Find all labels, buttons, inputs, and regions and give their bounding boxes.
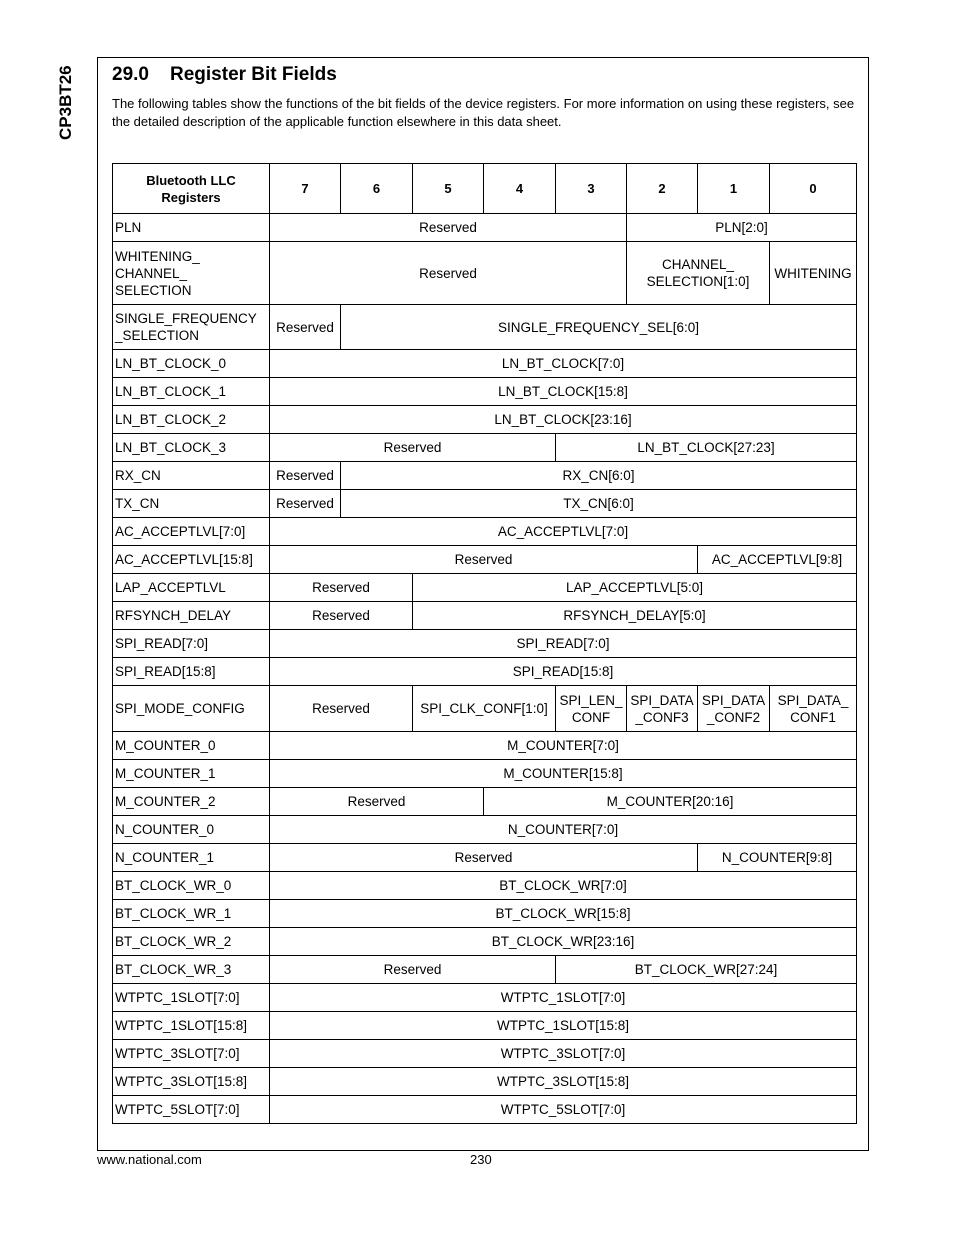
register-name-cell: N_COUNTER_1 <box>113 844 270 872</box>
table-row <box>113 406 857 434</box>
bit-field-cell: BT_CLOCK_WR[23:16] <box>270 928 857 956</box>
bit-field-cell: Reserved <box>270 305 341 350</box>
register-name-cell: RX_CN <box>113 462 270 490</box>
table-row <box>113 350 857 378</box>
bit-field-cell: WTPTC_1SLOT[15:8] <box>270 1012 857 1040</box>
table-row <box>113 686 857 732</box>
frame-line-top <box>97 57 869 58</box>
table-body <box>113 214 857 1124</box>
bit-field-cell: Reserved <box>270 214 627 242</box>
register-name-cell: WTPTC_3SLOT[15:8] <box>113 1068 270 1096</box>
bit-field-cell: N_COUNTER[7:0] <box>270 816 857 844</box>
frame-line-right <box>868 57 869 1151</box>
register-name-cell: WTPTC_3SLOT[7:0] <box>113 1040 270 1068</box>
register-name-cell: LN_BT_CLOCK_2 <box>113 406 270 434</box>
register-name-cell: BT_CLOCK_WR_2 <box>113 928 270 956</box>
bit-field-cell: M_COUNTER[20:16] <box>484 788 857 816</box>
bit-field-cell: SPI_LEN_ CONF <box>556 686 627 732</box>
register-name-cell: WTPTC_1SLOT[7:0] <box>113 984 270 1012</box>
table-row <box>113 242 857 305</box>
section-heading <box>112 64 337 86</box>
bit-field-cell: SINGLE_FREQUENCY_SEL[6:0] <box>341 305 857 350</box>
table-row <box>113 462 857 490</box>
bit-field-cell: RFSYNCH_DELAY[5:0] <box>413 602 857 630</box>
register-name-cell: RFSYNCH_DELAY <box>113 602 270 630</box>
register-name-cell: SPI_READ[15:8] <box>113 658 270 686</box>
header-bit-2: 2 <box>627 164 698 214</box>
bit-field-cell: Reserved <box>270 434 556 462</box>
bit-field-cell: WTPTC_3SLOT[15:8] <box>270 1068 857 1096</box>
table-header-row <box>113 164 857 214</box>
table-row <box>113 760 857 788</box>
bit-field-cell: AC_ACCEPTLVL[9:8] <box>698 546 857 574</box>
register-name-cell: M_COUNTER_2 <box>113 788 270 816</box>
bit-field-cell: SPI_READ[7:0] <box>270 630 857 658</box>
page-number: 230 <box>470 1152 492 1167</box>
register-name-cell: SINGLE_FREQUENCY _SELECTION <box>113 305 270 350</box>
bit-field-cell: WHITENING <box>770 242 857 305</box>
side-title-text: CP3BT26 <box>56 65 75 140</box>
register-name-cell: TX_CN <box>113 490 270 518</box>
table-row <box>113 658 857 686</box>
side-title <box>56 56 80 146</box>
table-row <box>113 546 857 574</box>
bit-field-cell: Reserved <box>270 490 341 518</box>
table-row <box>113 305 857 350</box>
register-name-cell: BT_CLOCK_WR_3 <box>113 956 270 984</box>
bit-field-cell: Reserved <box>270 602 413 630</box>
header-bit-1: 1 <box>698 164 770 214</box>
bit-field-cell: N_COUNTER[9:8] <box>698 844 857 872</box>
bit-field-cell: WTPTC_1SLOT[7:0] <box>270 984 857 1012</box>
register-name-cell: SPI_MODE_CONFIG <box>113 686 270 732</box>
register-name-cell: WHITENING_ CHANNEL_ SELECTION <box>113 242 270 305</box>
bit-field-cell: PLN[2:0] <box>627 214 857 242</box>
register-name-cell: LN_BT_CLOCK_1 <box>113 378 270 406</box>
bit-field-cell: Reserved <box>270 956 556 984</box>
bit-field-cell: BT_CLOCK_WR[27:24] <box>556 956 857 984</box>
header-register-name: Bluetooth LLC Registers <box>113 164 270 214</box>
bit-field-cell: SPI_DATA _CONF2 <box>698 686 770 732</box>
bit-field-cell: TX_CN[6:0] <box>341 490 857 518</box>
table-row <box>113 574 857 602</box>
bit-field-cell: CHANNEL_ SELECTION[1:0] <box>627 242 770 305</box>
bit-field-cell: SPI_DATA_ CONF1 <box>770 686 857 732</box>
table-row <box>113 872 857 900</box>
table-row <box>113 844 857 872</box>
bit-field-cell: Reserved <box>270 574 413 602</box>
table-row <box>113 788 857 816</box>
table-row <box>113 602 857 630</box>
table-row <box>113 900 857 928</box>
header-bit-5: 5 <box>413 164 484 214</box>
bit-field-cell: M_COUNTER[15:8] <box>270 760 857 788</box>
bit-field-cell: LAP_ACCEPTLVL[5:0] <box>413 574 857 602</box>
bit-field-cell: Reserved <box>270 546 698 574</box>
register-name-cell: LN_BT_CLOCK_0 <box>113 350 270 378</box>
register-name-cell: BT_CLOCK_WR_0 <box>113 872 270 900</box>
frame-line-left <box>97 57 98 1151</box>
bit-field-cell: LN_BT_CLOCK[23:16] <box>270 406 857 434</box>
register-name-cell: PLN <box>113 214 270 242</box>
table-row <box>113 1068 857 1096</box>
header-bit-3: 3 <box>556 164 627 214</box>
bit-field-cell: LN_BT_CLOCK[15:8] <box>270 378 857 406</box>
bit-field-cell: BT_CLOCK_WR[7:0] <box>270 872 857 900</box>
register-name-cell: M_COUNTER_1 <box>113 760 270 788</box>
register-name-cell: SPI_READ[7:0] <box>113 630 270 658</box>
bit-field-cell: BT_CLOCK_WR[15:8] <box>270 900 857 928</box>
table-row <box>113 1040 857 1068</box>
header-bit-4: 4 <box>484 164 556 214</box>
table-row <box>113 490 857 518</box>
bit-field-cell: SPI_READ[15:8] <box>270 658 857 686</box>
bit-field-cell: RX_CN[6:0] <box>341 462 857 490</box>
header-bit-0: 0 <box>770 164 857 214</box>
register-name-cell: N_COUNTER_0 <box>113 816 270 844</box>
bit-field-cell: SPI_DATA _CONF3 <box>627 686 698 732</box>
register-name-cell: LAP_ACCEPTLVL <box>113 574 270 602</box>
table-row <box>113 732 857 760</box>
register-name-cell: LN_BT_CLOCK_3 <box>113 434 270 462</box>
bit-field-cell: Reserved <box>270 462 341 490</box>
register-name-cell: WTPTC_1SLOT[15:8] <box>113 1012 270 1040</box>
header-bit-6: 6 <box>341 164 413 214</box>
table-row <box>113 214 857 242</box>
section-title: Register Bit Fields <box>170 64 337 85</box>
register-name-cell: AC_ACCEPTLVL[7:0] <box>113 518 270 546</box>
table-row <box>113 816 857 844</box>
table-row <box>113 1012 857 1040</box>
bit-field-cell: Reserved <box>270 686 413 732</box>
table-row <box>113 984 857 1012</box>
bit-field-cell: Reserved <box>270 242 627 305</box>
intro-paragraph: The following tables show the functions of the bit fields of the device registers. For more information on using these registers, see the detailed description of the applicable function elsewhere in this data sheet. <box>112 96 855 129</box>
table-row <box>113 518 857 546</box>
footer-url: www.national.com <box>97 1152 202 1167</box>
register-name-cell: AC_ACCEPTLVL[15:8] <box>113 546 270 574</box>
bit-field-cell: WTPTC_3SLOT[7:0] <box>270 1040 857 1068</box>
bit-field-cell: LN_BT_CLOCK[7:0] <box>270 350 857 378</box>
bit-field-cell: Reserved <box>270 788 484 816</box>
bit-field-cell: M_COUNTER[7:0] <box>270 732 857 760</box>
bit-field-cell: Reserved <box>270 844 698 872</box>
table-row <box>113 378 857 406</box>
register-name-cell: WTPTC_5SLOT[7:0] <box>113 1096 270 1124</box>
bit-field-cell: WTPTC_5SLOT[7:0] <box>270 1096 857 1124</box>
register-name-cell: M_COUNTER_0 <box>113 732 270 760</box>
header-bit-7: 7 <box>270 164 341 214</box>
table-row <box>113 956 857 984</box>
table-row <box>113 1096 857 1124</box>
table-row <box>113 928 857 956</box>
bit-field-cell: LN_BT_CLOCK[27:23] <box>556 434 857 462</box>
register-name-cell: BT_CLOCK_WR_1 <box>113 900 270 928</box>
table-row <box>113 630 857 658</box>
section-number: 29.0 <box>112 64 149 85</box>
bit-field-cell: AC_ACCEPTLVL[7:0] <box>270 518 857 546</box>
register-bit-field-table <box>112 163 857 1124</box>
table-row <box>113 434 857 462</box>
bit-field-cell: SPI_CLK_CONF[1:0] <box>413 686 556 732</box>
frame-line-bottom <box>97 1150 869 1151</box>
